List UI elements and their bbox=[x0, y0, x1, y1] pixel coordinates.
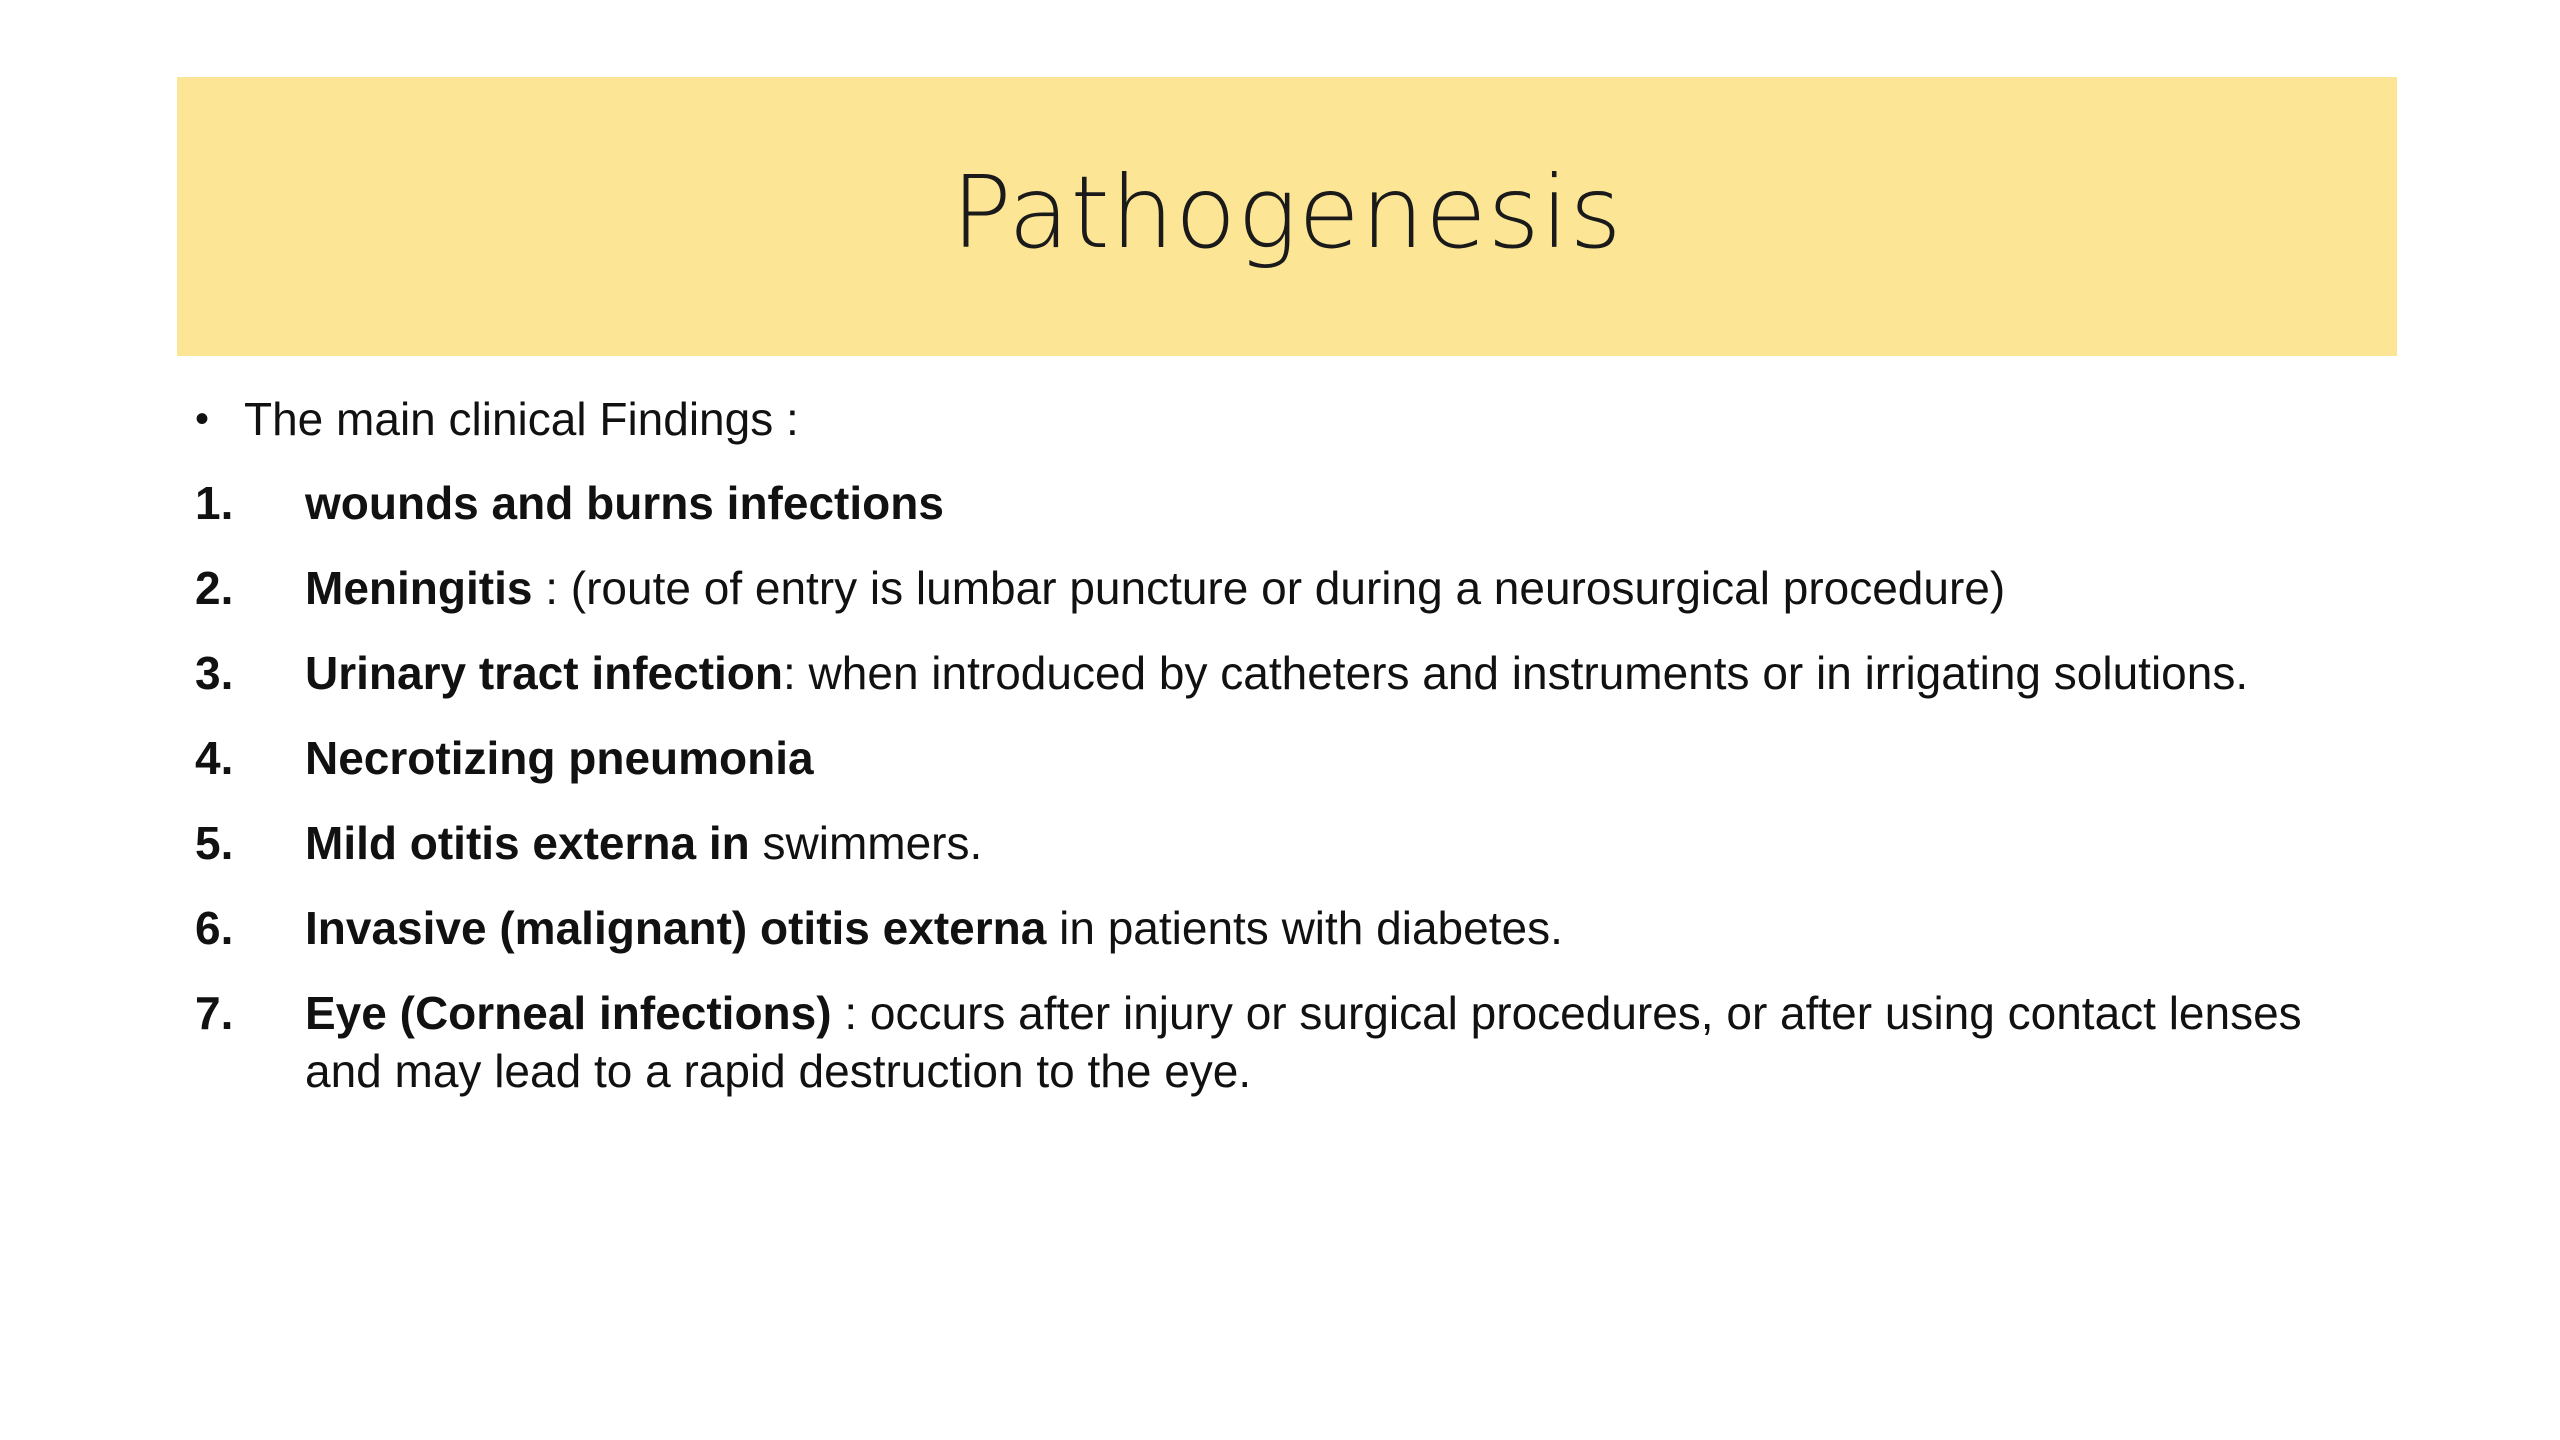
finding-text bbox=[305, 729, 2385, 787]
finding-term: wounds and burns infections bbox=[305, 477, 944, 529]
finding-item bbox=[195, 729, 2435, 787]
finding-number: 4. bbox=[195, 732, 234, 784]
finding-number: 1. bbox=[195, 477, 234, 529]
finding-term: Necrotizing pneumonia bbox=[305, 732, 814, 784]
finding-term: Invasive (malignant) otitis externa bbox=[305, 902, 1047, 954]
finding-text bbox=[305, 814, 2385, 872]
finding-number: 3. bbox=[195, 647, 234, 699]
finding-description: : (route of entry is lumbar puncture or during a neurosurgical procedure) bbox=[532, 562, 2006, 614]
finding-item bbox=[195, 474, 2435, 532]
finding-item bbox=[195, 559, 2435, 617]
title-banner bbox=[177, 77, 2397, 356]
finding-text bbox=[305, 984, 2385, 1100]
intro-text: The main clinical Findings : bbox=[244, 393, 799, 445]
finding-text bbox=[305, 559, 2385, 617]
intro-bullet bbox=[195, 390, 2435, 448]
finding-item bbox=[195, 644, 2435, 702]
finding-number: 2. bbox=[195, 562, 234, 614]
finding-text bbox=[305, 644, 2385, 702]
finding-description: : when introduced by catheters and instruments or in irrigating solutions. bbox=[783, 647, 2249, 699]
finding-description: : occurs after injury or surgical procedures, or after using contact lenses and may lead to a rapid destruction to the eye. bbox=[305, 987, 2302, 1097]
findings-list bbox=[195, 474, 2435, 1100]
finding-item bbox=[195, 899, 2435, 957]
finding-number: 6. bbox=[195, 902, 234, 954]
finding-term: Eye (Corneal infections) bbox=[305, 987, 832, 1039]
finding-number: 7. bbox=[195, 987, 234, 1039]
finding-number: 5. bbox=[195, 817, 234, 869]
bullet-icon: • bbox=[195, 397, 210, 441]
finding-description: swimmers. bbox=[749, 817, 983, 869]
finding-term: Mild otitis externa in bbox=[305, 817, 750, 869]
finding-text bbox=[305, 474, 2385, 532]
finding-term: Meningitis bbox=[305, 562, 533, 614]
finding-term: Urinary tract infection bbox=[305, 647, 783, 699]
finding-item bbox=[195, 814, 2435, 872]
slide-content bbox=[195, 390, 2435, 1127]
slide-title: Pathogenesis bbox=[951, 154, 1623, 271]
finding-item bbox=[195, 984, 2435, 1100]
finding-description: in patients with diabetes. bbox=[1046, 902, 1563, 954]
finding-text bbox=[305, 899, 2385, 957]
